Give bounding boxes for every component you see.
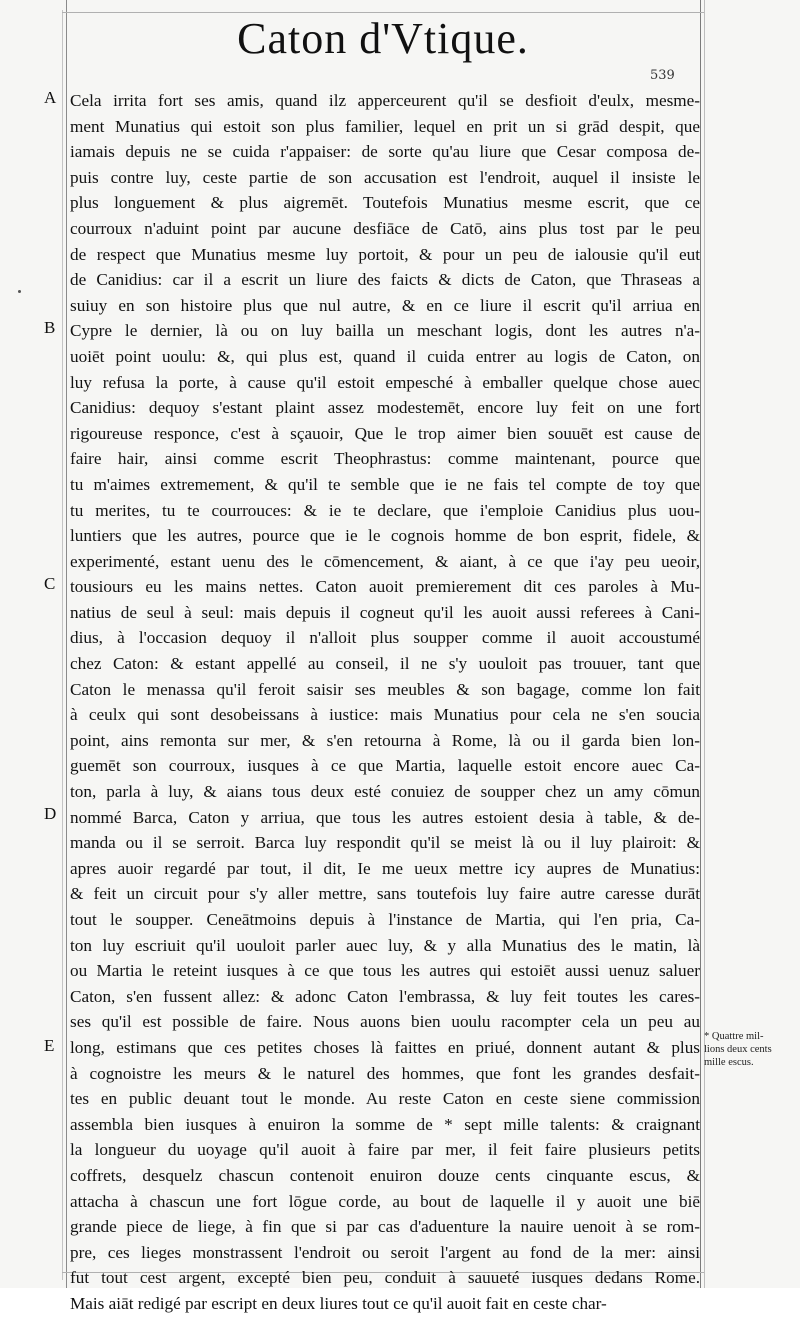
- text-line: de Canidius: car il a escrit un liure des faicts & dicts de Caton, que Thraseas a: [70, 270, 700, 290]
- text-line: iamais depuis ne se cuida r'appaiser: de sorte qu'au liure que Cesar composa de-: [70, 142, 700, 162]
- text-line: Cypre le dernier, là ou on luy bailla un meschant logis, dont les autres n'a-: [70, 321, 700, 341]
- text-line: tousiours eu les mains nettes. Caton auoit premierement dit ces paroles à Mu-: [70, 577, 700, 597]
- text-line: plus longuement & plus aigremēt. Toutefois Munatius mesme escrit, que ce: [70, 193, 700, 213]
- text-line: ou Martia le reteint iusques à ce que tous les autres qui estoiēt aussi uenuz saluer: [70, 961, 700, 981]
- text-line: guemēt son courroux, iusques à ce que Martia, laquelle estoit encore auec Ca-: [70, 756, 700, 776]
- page-number: 539: [650, 68, 675, 83]
- text-line: Canidius: dequoy s'estant plaint assez modestemēt, encore luy feit on une fort: [70, 398, 700, 418]
- text-line: de respect que Munatius mesme luy portoit, & pour un peu de ialousie qu'il eut: [70, 244, 700, 264]
- margin-letter-c: C: [44, 574, 56, 593]
- text-line: tes en public deuant tout le monde. Au reste Caton en ceste siene commission: [70, 1089, 700, 1109]
- text-line: suiuy en son histoire plus que nul autre, & en ce liure il escrit qu'il arriua en: [70, 295, 700, 315]
- text-line: rigoureuse responce, c'est à sçauoir, Que le trop aimer bien souuēt est cause de: [70, 423, 700, 443]
- text-line: apres auoir regardé par tout, il dit, Ie me ueux mettre icy aupres de Munatius:: [70, 858, 700, 878]
- ink-speck: [18, 290, 21, 293]
- text-line: uoiēt point uoulu: &, qui plus est, quand il cuida entrer au logis de Caton, on: [70, 346, 700, 366]
- side-note-line: lions deux cents: [704, 1044, 772, 1055]
- text-line: puis contre luy, ceste partie de son accusation est l'endroit, auquel il insiste le: [70, 167, 700, 187]
- text-line: tu merites, tu te courrouces: & ie te declare, que i'emploie Canidius plus uou-: [70, 500, 700, 520]
- text-line: à ceulx qui sont desobeissans à iustice: mais Munatius pour cela ne s'en soucia: [70, 705, 700, 725]
- text-line: natius de seul à seul: mais depuis il cogneut qu'il les auoit aussi referees à Cani-: [70, 602, 700, 622]
- text-line: assembla bien iusques à enuiron la somme de * sept mille talents: & craignant: [70, 1114, 700, 1134]
- text-line: attacha à chascun une fort lōgue corde, au bout de laquelle il y auoit une biē: [70, 1191, 700, 1211]
- text-line: grande piece de liege, à fin que si par cas d'aduenture la nauire uenoit à se rom-: [70, 1217, 700, 1237]
- side-note: [704, 1030, 794, 1069]
- margin-letter-e: E: [44, 1036, 55, 1055]
- text-line: ton luy escriuit qu'il uouloit parler auec luy, & y alla Munatius des le matin, là: [70, 935, 700, 955]
- side-note-line: * Quattre mil-: [704, 1031, 764, 1042]
- text-line: long, estimans que ces petites choses là faittes en priué, donnent autant & plus: [70, 1037, 700, 1057]
- text-line: tu m'aimes extremement, & qu'il te semble que ie ne fais tel compte de toy que: [70, 474, 700, 494]
- text-line: courroux n'aduint point par aucune desfiāce de Catō, ains plus tost par le peu: [70, 218, 700, 238]
- text-line: experimenté, estant uenu des le cōmencement, & aiant, à ce que i'ay peu ueoir,: [70, 551, 700, 571]
- text-line: Cela irrita fort ses amis, quand ilz apperceurent qu'il se desfioit d'eulx, mesme-: [70, 91, 700, 110]
- text-line: à cognoistre les meurs & le naturel des hommes, que font les grandes desfait-: [70, 1063, 700, 1083]
- text-line: Caton le menassa qu'il feroit saisir ses meubles & son bagage, comme lon fait: [70, 679, 700, 699]
- text-line: fut tout cest argent, excepté bien peu, conduit à sauueté iusques dedans Rome.: [70, 1268, 700, 1288]
- text-line: luy refusa la porte, à cause qu'il estoit empesché à emballer quelque chose auec: [70, 372, 700, 392]
- margin-letter-d: D: [44, 804, 57, 823]
- text-line: la longueur du uoyage qu'il auoit à faire par mer, il feit faire plusieurs petits: [70, 1140, 700, 1160]
- body-text: [70, 88, 700, 1317]
- text-line: tout le soupper. Ceneātmoins depuis à l'instance de Martia, qui l'en pria, Ca-: [70, 910, 700, 929]
- margin-rule-right: [700, 0, 701, 1288]
- text-line: dius, à l'occasion dequoy il n'alloit plus soupper comme il auoit accoustumé: [70, 628, 700, 648]
- text-line: faire hair, ainsi comme escrit Theophrastus: comme maintenant, pource que: [70, 449, 700, 469]
- running-title: Caton d'Vtique.: [237, 14, 529, 63]
- text-line: chez Caton: & estant appellé au conseil, il ne s'y uouloit pas trouuer, tant que: [70, 654, 700, 674]
- text-line: Caton, s'en fussent allez: & adonc Caton l'embrassa, & luy feit toutes les cares-: [70, 986, 700, 1006]
- margin-letter-a: A: [44, 88, 57, 107]
- text-line: & feit un circuit pour s'y aller mettre, sans toutefois luy faire autre caresse durāt: [70, 884, 700, 904]
- text-line: manda ou il se serroit. Barca luy respondit qu'il se meist là ou il luy plairoit: &: [70, 833, 700, 853]
- text-line: coffrets, desquelz chascun contenoit enuiron douze cents cinquante escus, &: [70, 1165, 700, 1185]
- text-line: pre, ces lieges monstrassent l'endroit ou seroit l'argent au fond de la mer: ainsi: [70, 1242, 700, 1262]
- text-line: ton, parla à luy, & aians tous deux esté conuiez de soupper chez un amy cōmun: [70, 782, 700, 802]
- text-line: luntiers que les autres, pource que ie le cognois homme de bon esprit, fidele, &: [70, 526, 700, 546]
- margin-letter-b: B: [44, 318, 56, 337]
- text-line: point, ains remonta sur mer, & s'en retourna à Rome, là ou il garda bien lon-: [70, 730, 700, 750]
- text-line: nommé Barca, Caton y arriua, que tous les autres estoient desia à table, & de-: [70, 807, 700, 827]
- text-line: Mais aiāt redigé par escript en deux liures tout ce qu'il auoit fait en ceste char-: [70, 1293, 607, 1313]
- margin-rule-outer: [62, 10, 63, 1280]
- margin-rule-left: [66, 0, 67, 1288]
- text-line: ses qu'il est possible de faire. Nous auons bien uoulu racompter cela un peu au: [70, 1012, 700, 1032]
- margin-rule-right-outer: [704, 0, 705, 1288]
- margin-rule-top: [62, 12, 704, 13]
- side-note-line: mille escus.: [704, 1057, 754, 1068]
- text-line: ment Munatius qui estoit son plus familier, lequel en prit un si grād despit, que: [70, 116, 700, 136]
